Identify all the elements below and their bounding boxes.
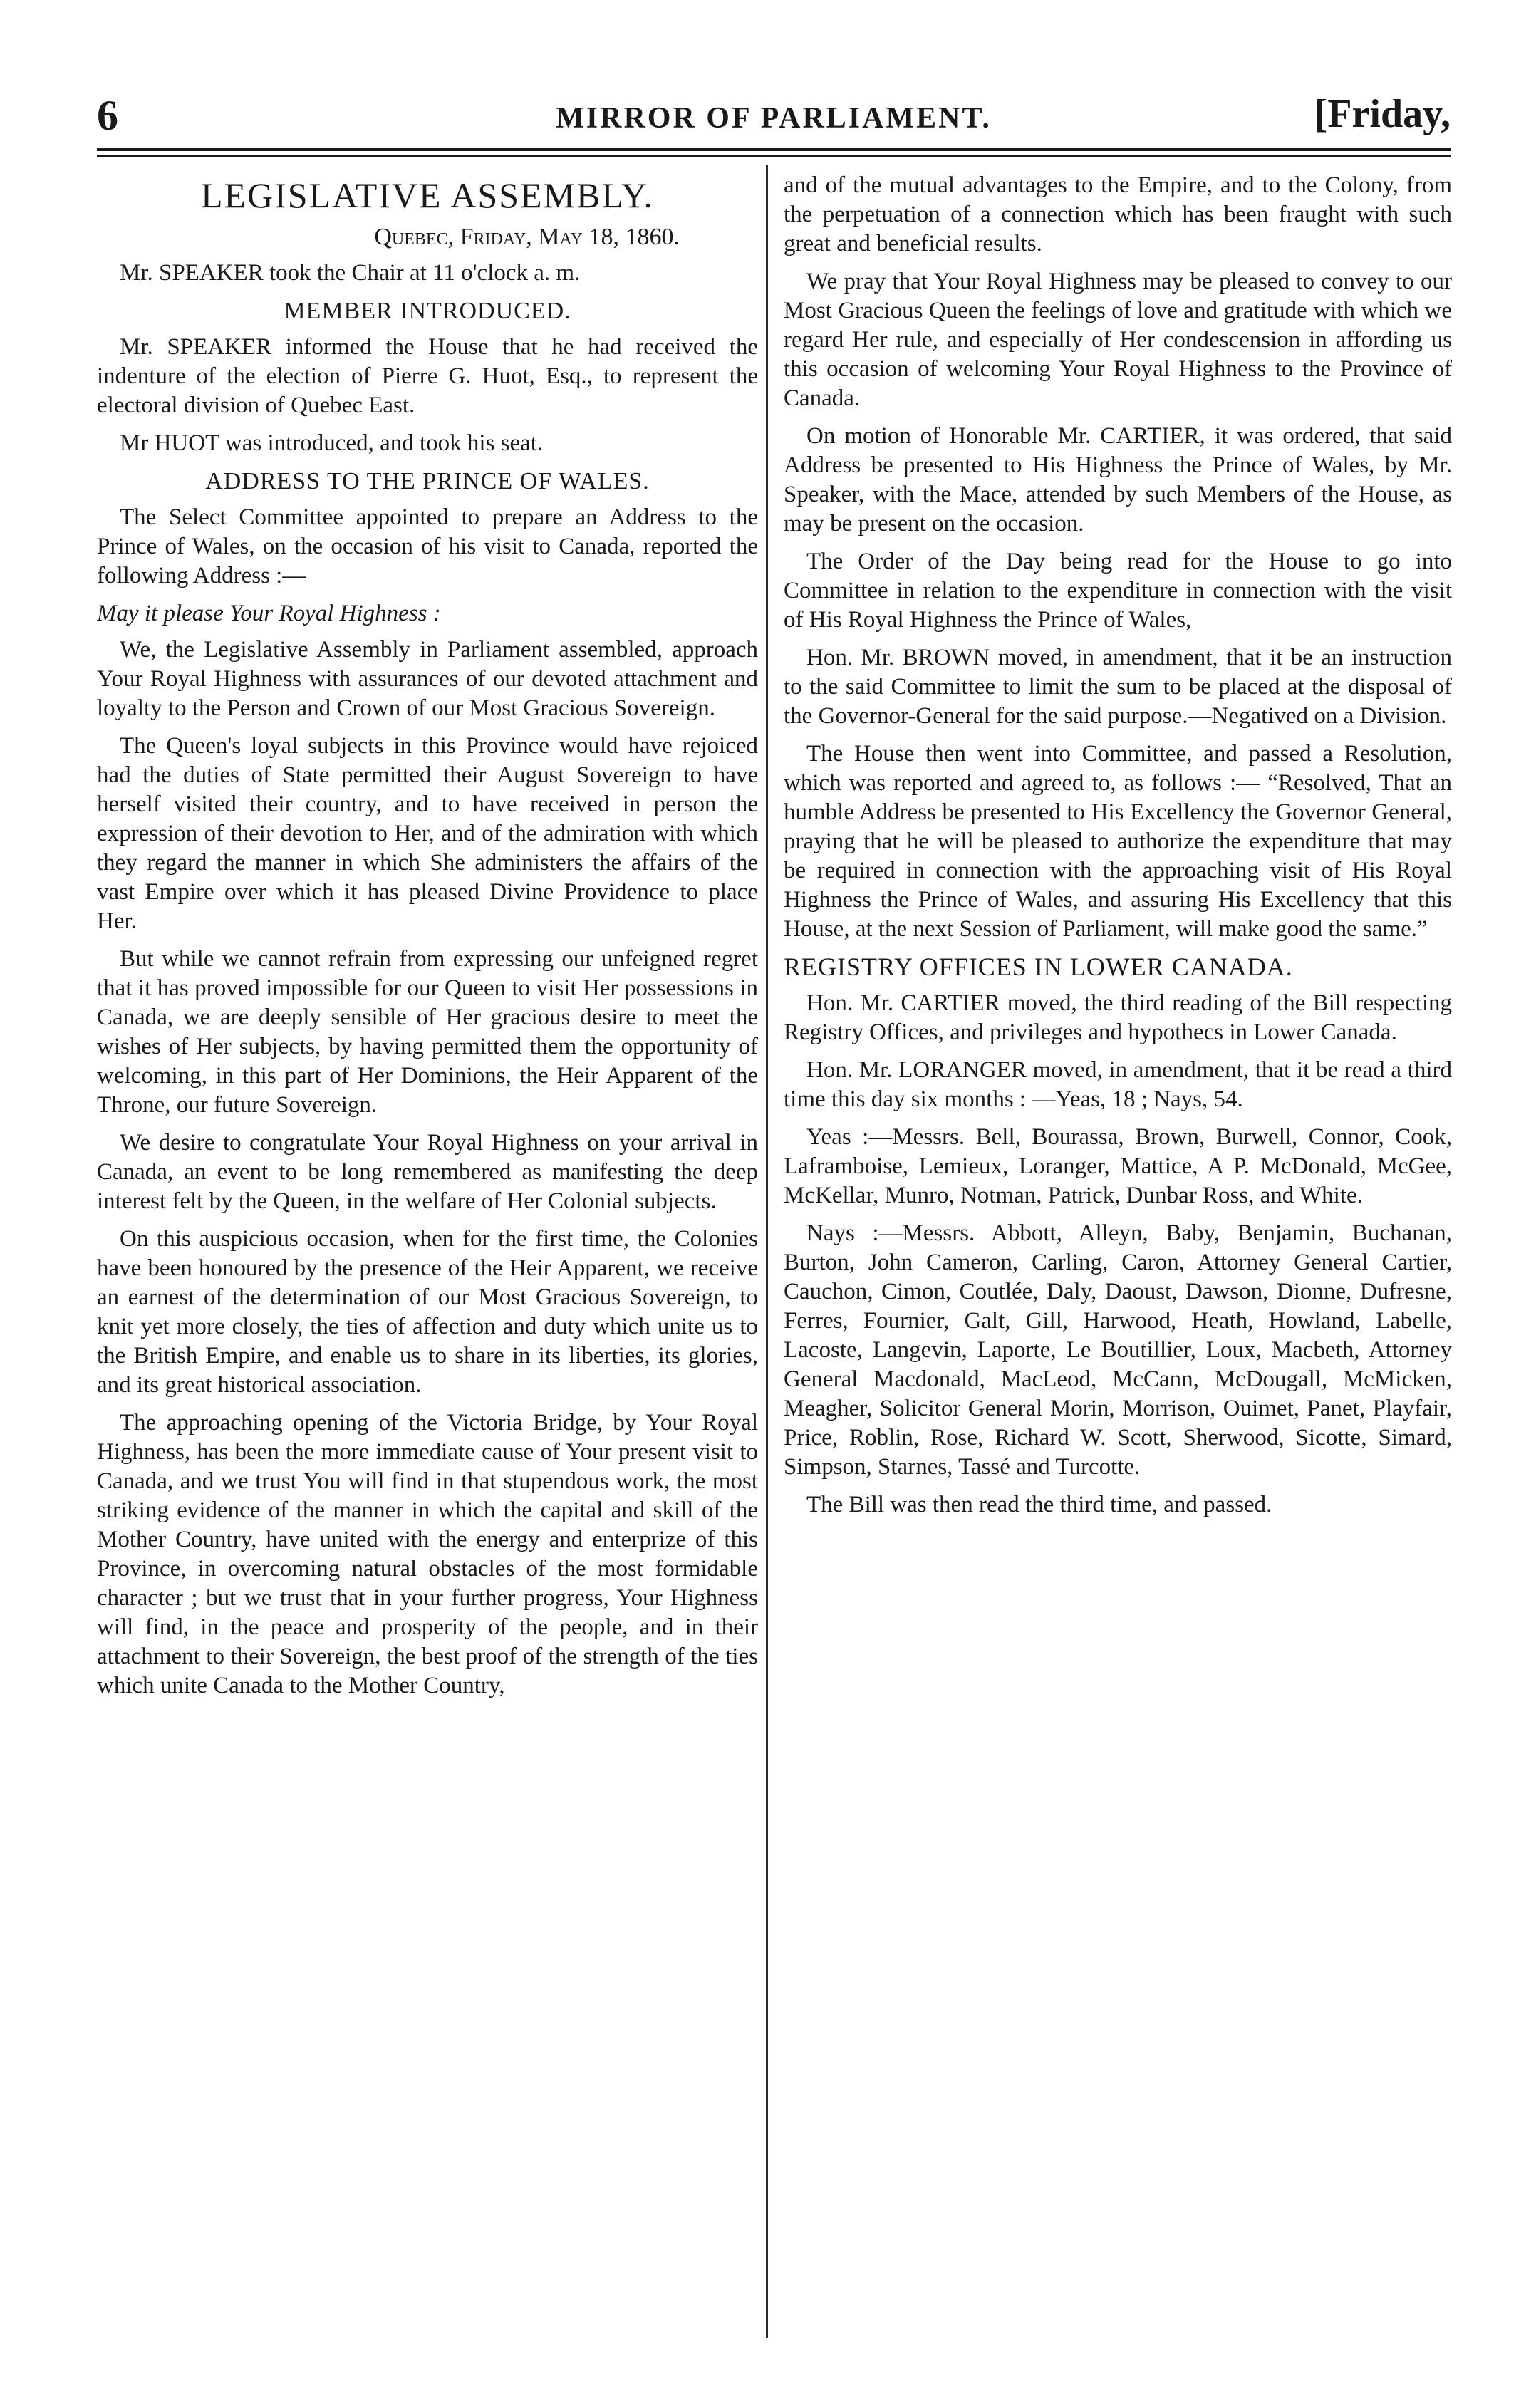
- paragraph-nays: Nays :—Messrs. Abbott, Alleyn, Baby, Benjamin, Buchanan, Burton, John Cameron, Carling, Caron, Attorney General Cartier, Cauchon, Cimon, Coutlée, Daly, Daoust, Dawson, Dionne, Dufresne, Ferres, Fournier, Galt, Gill, Harwood, Heath, Howland, Labelle, Lacoste, Langevin, Laporte, Le Boutillier, Loux, Macbeth, Attorney General Macdonald, MacLeod, McCann, McDougall, McMicken, Meagher, Solicitor General Morin, Morrison, Ouimet, Panet, Playfair, Price, Roblin, Rose, Richard W. Scott, Sherwood, Sicotte, Simard, Simpson, Starnes, Tassé and Turcotte.: [784, 1220, 1452, 1480]
- dateline: Quebec, Friday, May 18, 1860.: [374, 224, 680, 250]
- paragraph-loranger-amendment: Hon. Mr. LORANGER moved, in amendment, that it be read a third time this day six months : —Yeas, 18 ; Nays, 54.: [784, 1057, 1452, 1112]
- paragraph-but-while: But while we cannot refrain from expressing our unfeigned regret that it has proved impossible for our Queen to visit Her possessions in Canada, we are deeply sensible of Her gracious desire to meet the wishes of Her subjects, by having permitted them the opportunity of welcoming, in this part of Her Dominions, the Heir Apparent of the Throne, our future Sovereign.: [97, 946, 758, 1118]
- paragraph-select-committee: The Select Committee appointed to prepare an Address to the Prince of Wales, on the occasion of his visit to Canada, reported the following Address :—: [97, 504, 758, 588]
- header-rule-thin: [97, 155, 1451, 157]
- paragraph-cartier-bill: Hon. Mr. CARTIER moved, the third reading of the Bill respecting Registry Offices, and privileges and hypothecs in Lower Canada.: [784, 990, 1452, 1045]
- paragraph-huot-introduced: Mr HUOT was introduced, and took his seat.: [120, 430, 544, 456]
- paragraph-speaker-informed: Mr. SPEAKER informed the House that he had received the indenture of the election of Pierre G. Huot, Esq., to represent the electoral division of Quebec East.: [97, 334, 758, 418]
- paragraph-yeas: Yeas :—Messrs. Bell, Bourassa, Brown, Burwell, Connor, Cook, Laframboise, Lemieux, Loranger, Mattice, A P. McDonald, McGee, McKellar, Munro, Notman, Patrick, Dunbar Ross, and White.: [784, 1124, 1452, 1208]
- paragraph-brown-amendment: Hon. Mr. BROWN moved, in amendment, that it be an instruction to the said Committee to limit the sum to be placed at the disposal of the Governor-General for the said purpose.—Negatived on a Division.: [784, 645, 1452, 729]
- paragraph-victoria-bridge: The approaching opening of the Victoria Bridge, by Your Royal Highness, has been the more immediate cause of Your present visit to Canada, and we trust You will find in that stupendous work, the most striking evidence of the manner in which the capital and skill of the Mother Country, have united with the energy and enterprize of this Province, in overcoming natural obstacles of the most formidable character ; but we trust that in your further progress, Your Highness will find, in the peace and prosperity of the people, and in their attachment to their Sovereign, the best proof of the strength of the ties which unite Canada to the Mother Country,: [97, 1410, 758, 1698]
- subhead-address-prince: ADDRESS TO THE PRINCE OF WALES.: [205, 468, 650, 494]
- left-column: [97, 171, 758, 1709]
- section-heading: LEGISLATIVE ASSEMBLY.: [200, 175, 655, 215]
- paragraph-bill-passed: The Bill was then read the third time, and passed.: [806, 1492, 1272, 1517]
- paragraph-auspicious-occasion: On this auspicious occasion, when for the first time, the Colonies have been honoured by the presence of the Heir Apparent, we receive an earnest of the determination of our Most Gracious Sovereign, to knit yet more closely, the ties of affection and duty which unite us to the British Empire, and enable us to share in its liberties, its glories, and its great historical association.: [97, 1226, 758, 1398]
- address-salutation: May it please Your Royal Highness :: [97, 601, 441, 626]
- page-number: 6: [97, 92, 118, 139]
- paragraph-committee-resolution: The House then went into Committee, and passed a Resolution, which was reported and agreed to, as follows :— “Resolved, That an humble Address be presented to His Excellency the Governor General, praying that he will be pleased to authorize the expenditure that may be required in connection with the approaching visit of His Royal Highness the Prince of Wales, and assuring His Excellency that this House, at the next Session of Parliament, will make good the same.”: [784, 741, 1452, 942]
- header-rule-thick: [97, 148, 1451, 151]
- right-column: [784, 171, 1452, 1528]
- paragraph-cartier-motion: On motion of Honorable Mr. CARTIER, it was ordered, that said Address be presented to His Highness the Prince of Wales, by Mr. Speaker, with the Mace, attended by such Members of the House, as may be present on the occasion.: [784, 423, 1452, 536]
- paragraph-we-pray: We pray that Your Royal Highness may be pleased to convey to our Most Gracious Queen the feelings of love and gratitude with which we regard Her rule, and especially of Her condescension in affording us this occasion of welcoming Your Royal Highness to the Province of Canada.: [784, 269, 1452, 411]
- paragraph-queens-subjects: The Queen's loyal subjects in this Province would have rejoiced had the duties of State permitted their August Sovereign to have herself visited their country, and to have received in person the expression of their devotion to Her, and of the admiration with which they regard the manner in which She administers the affairs of the vast Empire over which it has pleased Divine Providence to place Her.: [97, 733, 758, 934]
- running-head-day: [Friday,: [1314, 92, 1451, 136]
- subhead-registry-offices: REGISTRY OFFICES IN LOWER CANADA.: [784, 953, 1293, 981]
- paragraph-we-desire: We desire to congratulate Your Royal Highness on your arrival in Canada, an event to be long remembered as manifesting the deep interest felt by the Queen, in the welfare of Her Colonial subjects.: [97, 1130, 758, 1214]
- column-divider: [766, 165, 768, 2338]
- paragraph-mutual-advantages: and of the mutual advantages to the Empire, and to the Colony, from the perpetuation of a connection which has been fraught with such great and beneficial results.: [784, 172, 1452, 256]
- subhead-member-introduced: MEMBER INTRODUCED.: [284, 298, 571, 324]
- paragraph-order-of-day: The Order of the Day being read for the House to go into Committee in relation to the expenditure in connection with the visit of His Royal Highness the Prince of Wales,: [784, 549, 1452, 633]
- publication-title: MIRROR OF PARLIAMENT.: [556, 102, 992, 135]
- running-head: [97, 91, 1451, 141]
- paragraph-we-assembly: We, the Legislative Assembly in Parliament assembled, approach Your Royal Highness with assurances of our devoted attachment and loyalty to the Person and Crown of our Most Gracious Sovereign.: [97, 637, 758, 721]
- paragraph-speaker-chair: Mr. SPEAKER took the Chair at 11 o'clock a. m.: [120, 260, 581, 286]
